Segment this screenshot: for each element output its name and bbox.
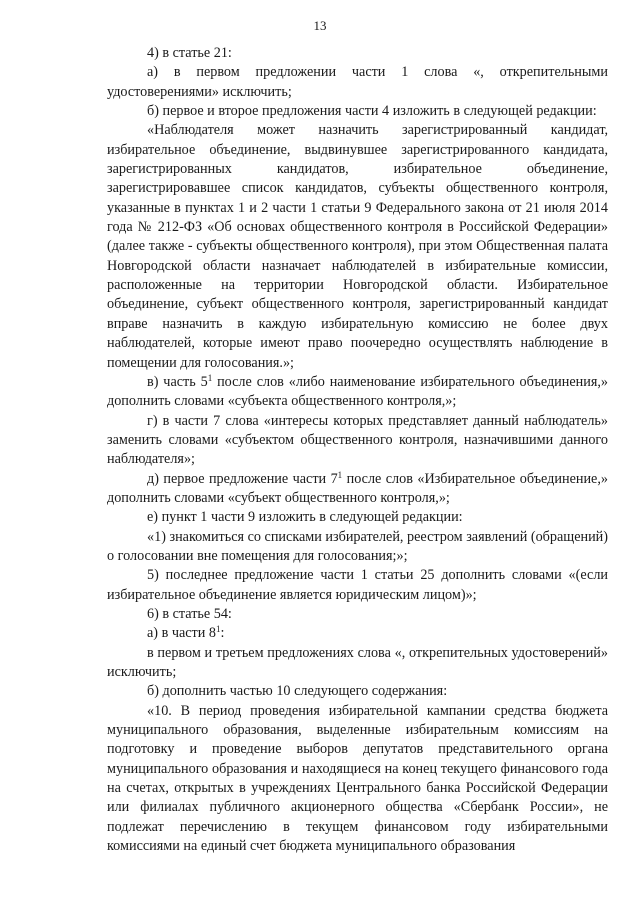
paragraph: в первом и третьем предложениях слова «, открепительных удостоверений» исключить; [107,644,608,680]
paragraph: а) в первом предложении части 1 слова «, открепительными удостоверениями» исключить; [107,64,608,100]
paragraph: б) дополнить частью 10 следующего содержания: [147,683,448,700]
paragraph-text: : [220,625,225,642]
paragraph-text: после слов «Избирательное объединение,» дополнить словами «субъект общественного контроля,»; [107,470,608,506]
paragraph-text: после слов «либо наименование избирательного объединения,» дополнить словами «субъекта общественного контроля,»; [107,373,609,410]
margin-scan-artifact [630,60,638,700]
page-number: 13 [313,18,327,33]
paragraph: е) пункт 1 части 9 изложить в следующей редакции: [147,509,463,526]
paragraph [107,470,608,509]
paragraph [107,624,608,643]
paragraph [107,373,608,412]
paragraph-text: а) в части 8 [147,625,216,642]
paragraph-text: в) часть 5 [147,373,208,390]
paragraph: г) в части 7 слова «интересы которых представляет данный наблюдатель» заменить словами «субъектом общественного контроля, назначившими данного наблюдателя»; [107,412,608,468]
paragraph: 4) в статье 21: [147,45,232,61]
paragraph: «Наблюдателя может назначить зарегистрированный кандидат, избирательное объединение, выдвинувшее зарегистрированного кандидата, зарегистрированных кандидатов, избирательное объединение, зарегистрировавшее список кандидатов, субъекты общественного контроля, указанные в пунктах 1 и 2 части 1 статьи 9 Федерального закона от 21 июля 2014 года № 212-ФЗ «Об основах общественного контроля в Российской Федерации» (далее также - субъекты общественного контроля), при этом Общественная палата Новгородской области назначает наблюдателей в избирательные комиссии, расположенные на территории Новгородской области. Избирательное объединение, субъект общественного контроля, зарегистрированный кандидат вправе назначить в каждую избирательную комиссию не более двух наблюдателей, которые имеют право поочередно осуществлять наблюдение в помещении для голосования.»; [107,122,608,371]
paragraph: «1) знакомиться со списками избирателей, реестром заявлений (обращений) о голосовании вне помещения для голосования;»; [107,528,608,564]
paragraph: 6) в статье 54: [147,605,232,622]
superscript: 1 [215,624,221,635]
paragraph-text: д) первое предложение части 7 [147,470,338,487]
paragraph: 5) последнее предложение части 1 статьи 25 дополнить словами «(если избирательное объединение является юридическим лицом)»; [107,567,608,603]
document-body [107,44,608,856]
superscript: 1 [207,372,213,383]
paragraph: б) первое и второе предложения части 4 изложить в следующей редакции: [147,103,597,120]
paragraph: «10. В период проведения избирательной кампании средства бюджета муниципального образования, выделенные избирательным комиссиям на подготовку и проведение выборов депутатов представительного органа муниципального образования и находящиеся на конец текущего финансового года на счетах, открытых в учреждениях Центрального банка Российской Федерации или филиалах публичного акционерного общества «Сбербанк России», не подлежат перечислению в текущем финансовом году избирательными комиссиями на единый счет бюджета муниципального образования [107,702,608,855]
superscript: 1 [337,469,343,480]
